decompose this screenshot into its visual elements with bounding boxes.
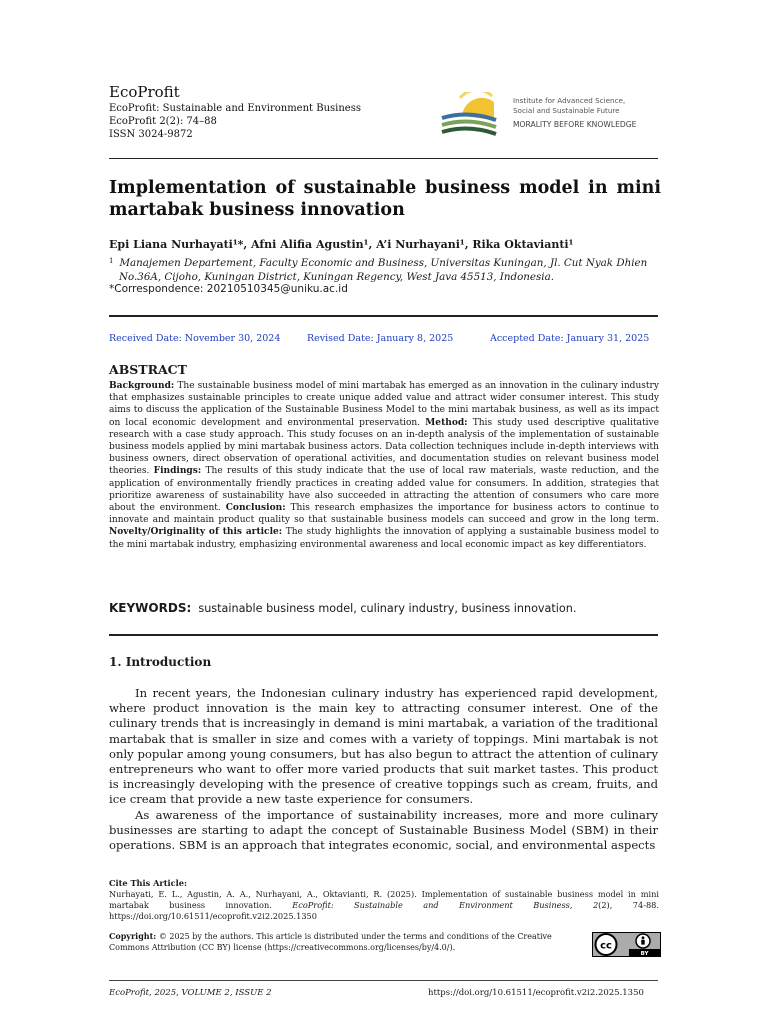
journal-subtitle: EcoProfit: Sustainable and Environment Business (109, 103, 361, 114)
accepted-date: Accepted Date: January 31, 2025 (490, 333, 650, 344)
affiliation (109, 254, 661, 284)
footer-doi[interactable]: https://doi.org/10.61511/ecoprofit.v2i2.2025.1350 (428, 988, 644, 998)
correspondence: *Correspondence: 20210510345@uniku.ac.id (109, 283, 348, 295)
keywords (109, 601, 576, 615)
citation-volume: 2 (592, 899, 599, 910)
method-text: This study used descriptive qualitative research with a case study approach. This study focuses on an in-depth analysis of the implementation of sustainable business models applied by mini martabak business actors. Data collection techniques include in-depth interviews with business owners, direct observation of operational activities, and documentation studies on relevant business model theories. (109, 417, 659, 477)
citation-issue: (2), 74-88. (598, 899, 659, 910)
footer-journal: EcoProfit, 2025, VOLUME 2, ISSUE 2 (109, 988, 272, 998)
novelty-label: Novelty/Originality of this article: (109, 527, 283, 538)
copyright (109, 931, 589, 954)
journal-name: EcoProfit (109, 83, 180, 101)
copyright-text: © 2025 by the authors. This article is distributed under the terms and conditions of the Creative Commons Attribution (CC BY) license (https://creativecommons.org/licenses/by/4.0/). (109, 932, 552, 952)
header-divider (109, 158, 658, 159)
paragraph: In recent years, the Indonesian culinary industry has experienced rapid development, where product innovation is the main key to attracting consumer interest. One of the culinary trends that is increasingly in demand is mini martabak, a variation of the traditional martabak that is smaller in size and comes with a variety of toppings. Mini martabak is not only popular among young consumers, but has also begun to attract the attention of culinary entrepreneurs who want to offer more varied products that suit market tastes. This product is increasingly developing with the presence of creative toppings such as cream, fruits, and ice cream that provide a new taste experience for consumers. (109, 686, 658, 807)
citation-journal: EcoProfit: Sustainable and Environment Business, (292, 899, 573, 910)
cc-by-label: BY (640, 951, 649, 957)
footer-divider (109, 980, 658, 981)
conclusion-label: Conclusion: (225, 503, 286, 514)
institute-logo (440, 92, 660, 138)
logo-motto: MORALITY BEFORE KNOWLEDGE (513, 120, 637, 129)
cite-heading: Cite This Article: (109, 878, 187, 888)
copyright-label: Copyright: (109, 931, 157, 941)
affiliation-line-2: No.36A, Cijoho, Kuningan District, Kuningan Regency, West Java 45513, Indonesia. (119, 271, 555, 283)
findings-label: Findings: (153, 466, 202, 477)
journal-issn: ISSN 3024-9872 (109, 129, 193, 140)
sun-wave-icon (440, 92, 500, 138)
citation (109, 889, 659, 921)
affiliation-line-1: Manajemen Departement, Faculty Economic and Business, Universitas Kuningan, Jl. Cut Nyak Dhien (119, 257, 648, 269)
background-text: The sustainable business model of mini martabak has emerged as an innovation in the culinary industry that emphasizes sustainable principles to create unique added value and attract wider consumer interest. This study aims to discuss the application of the Sustainable Business Model to the mini martabak business, as well as its impact on local economic development and environmental preservation. (109, 381, 659, 428)
conclusion-text: This research emphasizes the importance for business actors to continue to innovate and maintain product quality so that sustainable business models can succeed and grow in the long term. (109, 503, 659, 526)
author-list: Epi Liana Nurhayati¹*, Afni Alifia Agustin¹, A’i Nurhayani¹, Rika Oktavianti¹ (109, 238, 574, 251)
findings-text: The results of this study indicate that the use of local raw materials, waste reduction, and the application of environmentally friendly practices in creating added value for consumers. In addition, strategies that prioritize awareness of sustainability have also succeeded in attracting the attention of consumers who care more about the environment. (109, 466, 659, 514)
affiliation-mark: 1 (109, 257, 114, 265)
introduction-body (109, 686, 658, 853)
method-label: Method: (425, 417, 468, 428)
keywords-divider (109, 634, 658, 636)
article-title: Implementation of sustainable business model in mini martabak business innovation (109, 178, 661, 220)
citation-doi[interactable]: https://doi.org/10.61511/ecoprofit.v2i2.2025.1350 (109, 910, 317, 921)
received-date: Received Date: November 30, 2024 (109, 333, 281, 344)
logo-line-2: Social and Sustainable Future (513, 106, 620, 115)
logo-line-1: Institute for Advanced Science, (513, 96, 626, 105)
dates-top-divider (109, 315, 658, 317)
keywords-label: KEYWORDS: (109, 601, 192, 615)
keywords-text: sustainable business model, culinary industry, business innovation. (198, 602, 577, 615)
background-label: Background: (109, 381, 175, 391)
abstract-text (109, 380, 659, 551)
cc-by-badge[interactable] (592, 932, 661, 957)
section-heading: 1. Introduction (109, 655, 212, 669)
paragraph: As awareness of the importance of sustainability increases, more and more culinary businesses are starting to adapt the concept of Sustainable Business Model (SBM) in their operations. SBM is an approach that integrates economic, social, and environmental aspects (109, 807, 658, 853)
revised-date: Revised Date: January 8, 2025 (307, 333, 454, 344)
citation-text: Nurhayati, E. L., Agustin, A. A., Nurhayani, A., Oktavianti, R. (2025). Implementation of sustainable business model in mini martabak business innovation. (109, 889, 659, 910)
abstract-heading: ABSTRACT (109, 362, 187, 377)
svg-text:cc: cc (600, 940, 612, 952)
journal-issue: EcoProfit 2(2): 74–88 (109, 116, 217, 127)
novelty-text: The study highlights the innovation of applying a sustainable business model to the mini martabak industry, emphasizing environmental awareness and local economic impact as key differentiators. (109, 527, 659, 550)
